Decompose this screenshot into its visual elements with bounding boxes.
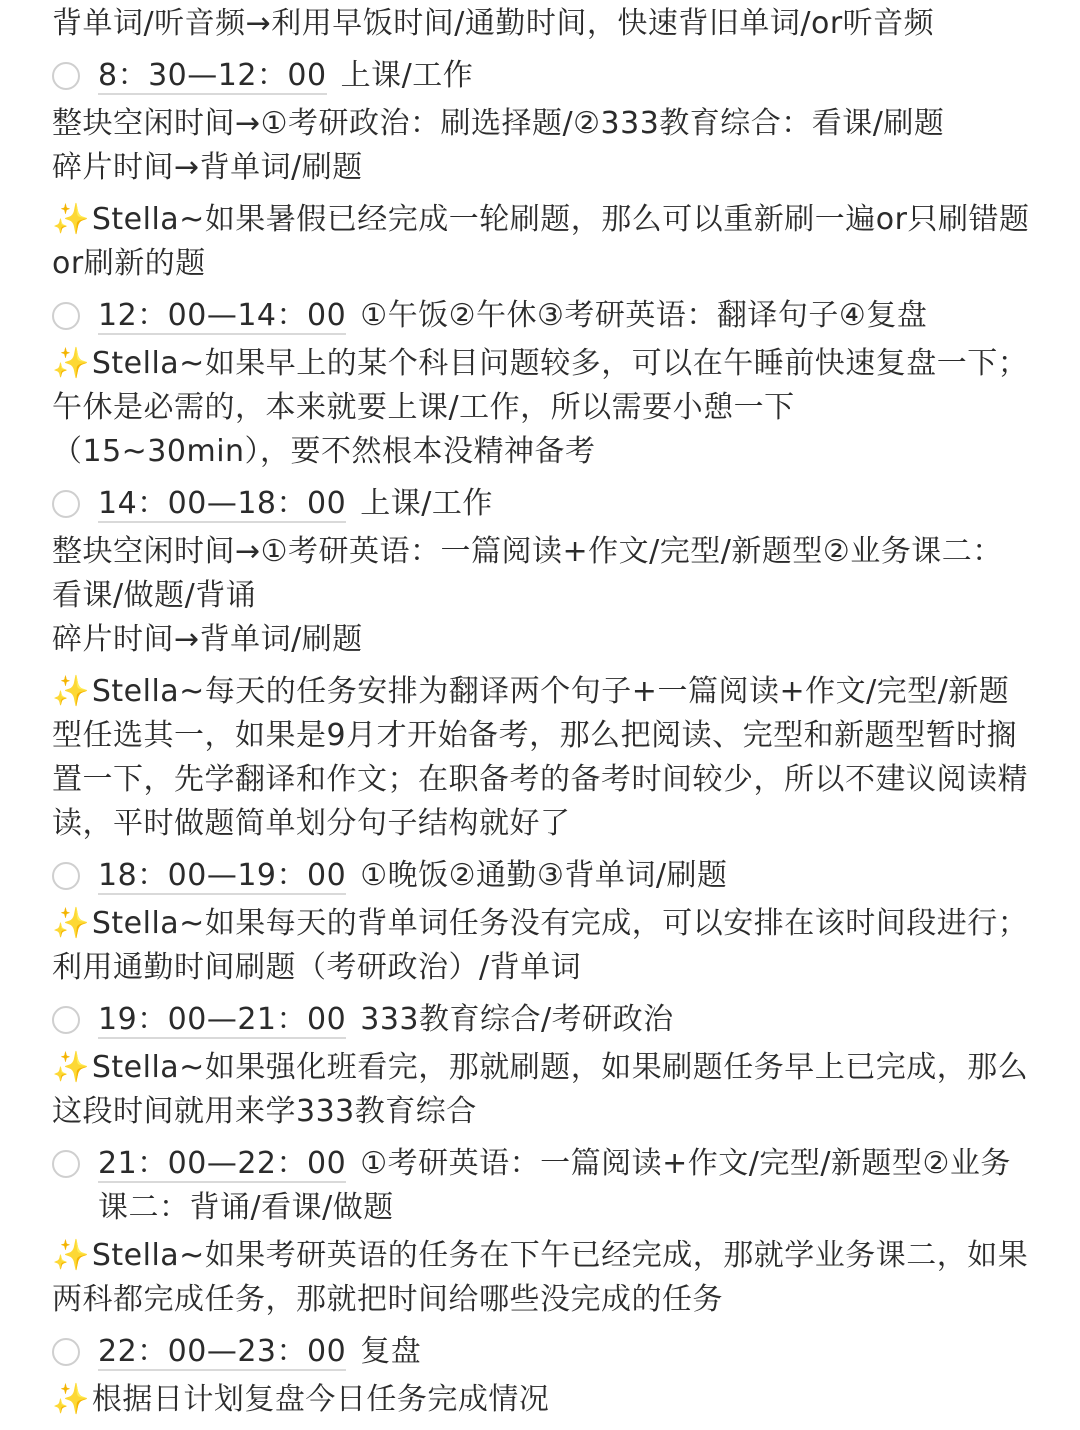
tip-note: [52, 1046, 1032, 1134]
sparkles-icon: ✨: [52, 906, 90, 941]
tip-note: [52, 198, 1032, 286]
task-time: 18：00—19：00: [98, 858, 347, 893]
checkbox-circle[interactable]: [52, 1006, 80, 1034]
checkbox-circle[interactable]: [52, 862, 80, 890]
task-detail: 碎片时间→背单词/刷题: [52, 622, 363, 657]
task-title: 上课/工作: [340, 58, 474, 93]
sparkles-icon: ✨: [52, 1238, 90, 1273]
task-time: 14：00—18：00: [98, 486, 347, 521]
task-detail: 碎片时间→背单词/刷题: [52, 150, 363, 185]
task-text: [98, 54, 1032, 98]
task-title: ①午饭②午休③考研英语：翻译句子④复盘: [360, 298, 928, 333]
task-item: [52, 294, 1032, 338]
checkbox-circle[interactable]: [52, 1338, 80, 1366]
task-detail: 整块空闲时间→①考研政治：刷选择题/②333教育综合：看课/刷题: [52, 106, 945, 141]
task-title: ①考研英语：一篇阅读+作文/完型/新题型②业务课二：背诵/看课/做题: [98, 1146, 1011, 1225]
task-time: 8：30—12：00: [98, 58, 327, 93]
task-text: [98, 854, 1032, 898]
task-item: [52, 854, 1032, 898]
task-text: [98, 1142, 1032, 1230]
task-item: [52, 998, 1032, 1042]
sparkles-icon: ✨: [52, 1050, 90, 1085]
tip-note: [52, 1378, 1032, 1422]
task-item: [52, 54, 1032, 98]
task-title: 333教育综合/考研政治: [360, 1002, 674, 1037]
tip-text: Stella~如果每天的背单词任务没有完成，可以安排在该时间段进行；利用通勤时间刷题（考研政治）/背单词: [52, 906, 1029, 985]
task-item: [52, 482, 1032, 526]
task-title: ①晚饭②通勤③背单词/刷题: [360, 858, 728, 893]
tip-text: Stella~如果考研英语的任务在下午已经完成，那就学业务课二，如果两科都完成任务，那就把时间给哪些没完成的任务: [52, 1238, 1029, 1317]
task-title: 复盘: [360, 1334, 422, 1369]
task-item: [52, 1330, 1032, 1374]
tip-note: [52, 670, 1032, 846]
task-text: [98, 482, 1032, 526]
tip-text: Stella~如果暑假已经完成一轮刷题，那么可以重新刷一遍or只刷错题or刷新的题: [52, 202, 1030, 281]
intro-line: 背单词/听音频→利用早饭时间/通勤时间，快速背旧单词/or听音频: [52, 6, 935, 41]
tip-text: Stella~如果早上的某个科目问题较多，可以在午睡前快速复盘一下；午休是必需的，本来就要上课/工作，所以需要小憩一下（15~30min），要不然根本没精神备考: [52, 346, 1029, 469]
task-text: [98, 294, 1032, 338]
task-time: 21：00—22：00: [98, 1146, 347, 1181]
sparkles-icon: ✨: [52, 1382, 90, 1417]
task-text: [98, 998, 1032, 1042]
tip-text: Stella~如果强化班看完，那就刷题，如果刷题任务早上已完成，那么这段时间就用来学333教育综合: [52, 1050, 1029, 1129]
note-document: [52, 2, 1032, 1430]
checkbox-circle[interactable]: [52, 1150, 80, 1178]
task-text: [98, 1330, 1032, 1374]
tip-note: [52, 902, 1032, 990]
task-time: 12：00—14：00: [98, 298, 347, 333]
sparkles-icon: ✨: [52, 202, 90, 237]
task-time: 19：00—21：00: [98, 1002, 347, 1037]
task-detail: 整块空闲时间→①考研英语：一篇阅读+作文/完型/新题型②业务课二：看课/做题/背诵: [52, 534, 1003, 613]
checkbox-circle[interactable]: [52, 490, 80, 518]
checkbox-circle[interactable]: [52, 62, 80, 90]
tip-note: [52, 342, 1032, 474]
sparkles-icon: ✨: [52, 346, 90, 381]
task-time: 22：00—23：00: [98, 1334, 347, 1369]
tip-text: 根据日计划复盘今日任务完成情况: [91, 1382, 550, 1417]
tip-text: Stella~每天的任务安排为翻译两个句子+一篇阅读+作文/完型/新题型任选其一，如果是9月才开始备考，那么把阅读、完型和新题型暂时搁置一下，先学翻译和作文；在职备考的备考时间较少，所以不建议阅读精读，平时做题简单划分句子结构就好了: [52, 674, 1028, 841]
sparkles-icon: ✨: [52, 674, 90, 709]
tip-note: [52, 1234, 1032, 1322]
task-title: 上课/工作: [360, 486, 493, 521]
checkbox-circle[interactable]: [52, 302, 80, 330]
task-item: [52, 1142, 1032, 1230]
